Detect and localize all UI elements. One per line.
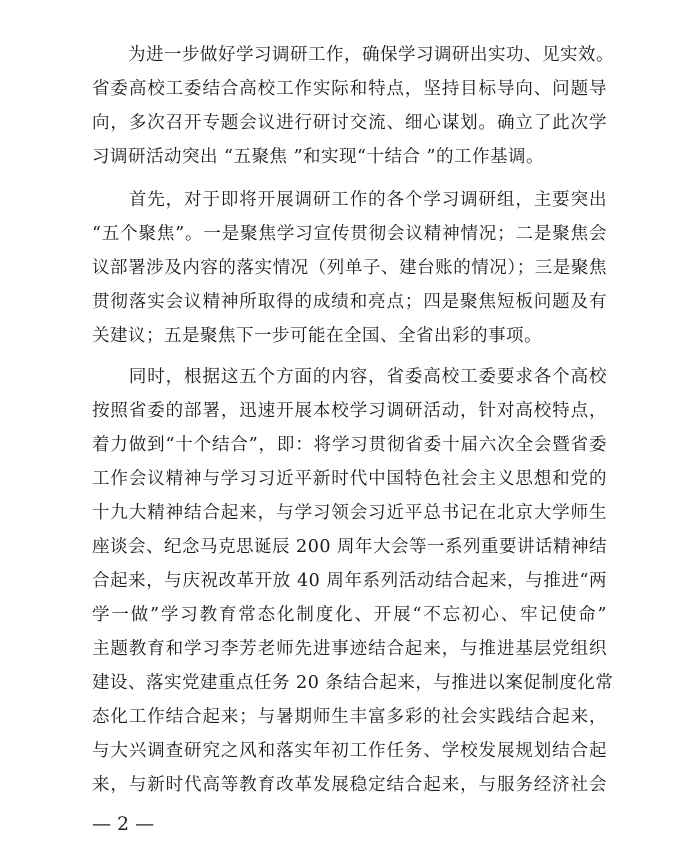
paragraph-line: 着力做到“十个结合”，即：将学习贯彻省委十届六次全会暨省委 [92,435,607,455]
paragraph-line: 同时，根据这五个方面的内容，省委高校工委要求各个高校 [92,367,607,387]
paragraph-line: 主题教育和学习李芳老师先进事迹结合起来，与推进基层党组织 [92,639,607,659]
paragraph-line: 学一做”学习教育常态化制度化、开展“不忘初心、牢记使命” [92,605,607,625]
page-number: — 2 — [92,813,155,835]
paragraph-line: 十九大精神结合起来，与学习领会习近平总书记在北京大学师生 [92,503,607,523]
paragraph-line: 座谈会、纪念马克思诞辰 200 周年大会等一系列重要讲话精神结 [92,537,608,557]
paragraph-line: 贯彻落实会议精神所取得的成绩和亮点；四是聚焦短板问题及有 [92,292,607,312]
paragraph-line: 态化工作结合起来；与暑期师生丰富多彩的社会实践结合起来， [92,707,607,727]
paragraph-line: 为进一步做好学习调研工作，确保学习调研出实功、见实效。 [92,45,614,65]
paragraph-line: 建设、落实党建重点任务 20 条结合起来，与推进以案促制度化常 [92,673,614,693]
paragraph-line: 来，与新时代高等教育改革发展稳定结合起来，与服务经济社会 [92,775,607,795]
paragraph-line: 与大兴调查研究之风和落实年初工作任务、学校发展规划结合起 [92,741,607,761]
paragraph-line: “五个聚焦”。一是聚焦学习宣传贯彻会议精神情况；二是聚焦会 [92,224,607,244]
paragraph-line: 按照省委的部署，迅速开展本校学习调研活动，针对高校特点， [92,401,607,421]
paragraph-line: 关建议；五是聚焦下一步可能在全国、全省出彩的事项。 [92,326,542,346]
paragraph-line: 议部署涉及内容的落实情况（列单子、建台账的情况）；三是聚焦 [92,258,607,278]
paragraph-line: 省委高校工委结合高校工作实际和特点，坚持目标导向、问题导 [92,79,607,99]
paragraph-line: 习调研活动突出 “五聚焦 ”和实现“十结合 ”的工作基调。 [92,147,544,167]
paragraph-line: 工作会议精神与学习习近平新时代中国特色社会主义思想和党的 [92,469,607,489]
paragraph-line: 向，多次召开专题会议进行研讨交流、细心谋划。确立了此次学 [92,113,607,133]
paragraph-line: 首先，对于即将开展调研工作的各个学习调研组，主要突出 [92,190,607,210]
paragraph-line: 合起来，与庆祝改革开放 40 周年系列活动结合起来，与推进“两 [92,571,607,591]
